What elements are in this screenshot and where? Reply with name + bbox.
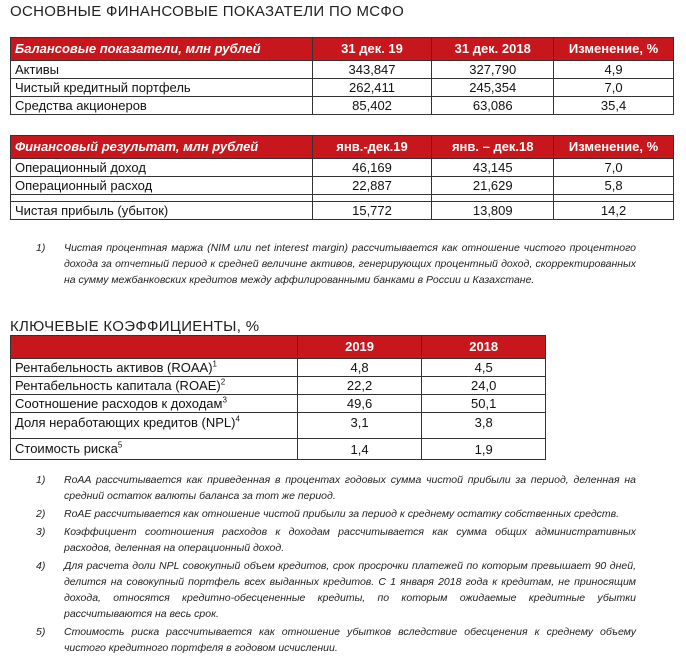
footnote [36, 624, 636, 656]
row-value: 15,772 [312, 202, 432, 220]
ratios-header-label [11, 336, 298, 359]
result-header-col2: янв. – дек.18 [432, 136, 554, 159]
footnote [36, 506, 636, 522]
table-row [11, 79, 674, 97]
ratio-2018: 50,1 [422, 395, 546, 413]
ratio-2018: 1,9 [422, 439, 546, 460]
row-change: 35,4 [554, 97, 674, 115]
table-row [11, 202, 674, 220]
table-row [11, 359, 546, 377]
footnote-number: 4) [36, 560, 46, 572]
row-label [11, 439, 298, 460]
row-label: Операционный доход [11, 159, 313, 177]
table-row [11, 177, 674, 195]
footnote-block-2 [36, 472, 636, 656]
ratio-footnote-ref: 5 [117, 440, 123, 450]
ratio-2018: 24,0 [422, 377, 546, 395]
footnote-number: 5) [36, 626, 46, 638]
ratio-label: Доля неработающих кредитов (NPL) [15, 415, 236, 430]
row-value: 22,887 [312, 177, 432, 195]
row-change: 4,9 [554, 61, 674, 79]
row-value: 21,629 [432, 177, 554, 195]
ratio-2018: 3,8 [422, 413, 546, 439]
row-value: 327,790 [432, 61, 554, 79]
footnote [36, 472, 636, 504]
ratios-header-2019: 2019 [297, 336, 422, 359]
ratio-footnote-ref: 3 [222, 395, 227, 405]
table-row [11, 97, 674, 115]
balance-header-row [11, 38, 674, 61]
ratio-2019: 22,2 [297, 377, 422, 395]
ratio-2018: 4,5 [422, 359, 546, 377]
ratio-label: Соотношение расходов к доходам [15, 396, 223, 411]
result-header-label: Финансовый результат, млн рублей [11, 136, 313, 159]
row-label [11, 377, 298, 395]
footnote [36, 524, 636, 556]
row-value: 63,086 [432, 97, 554, 115]
footnote-block-1 [36, 240, 636, 288]
table-row [11, 395, 546, 413]
ratio-footnote-ref: 2 [220, 377, 226, 387]
footnote-number: 2) [36, 508, 46, 520]
row-value: 13,809 [432, 202, 554, 220]
balance-header-col1: 31 дек. 19 [312, 38, 432, 61]
footnote-number: 3) [36, 526, 46, 538]
footnote-text: Для расчета доли NPL совокупный объем кредитов, срок просрочки платежей по которым превышает 90 дней, делится на совокупный портфель всех выданных кредитов. С 1 января 2018 года к кредитам, не приносящим дохода, относятся кредитно-обесцененные кредиты, по которым ожидаемые кредитные убытки рассчитываются на весь срок. [64, 560, 636, 620]
result-header-col1: янв.-дек.19 [312, 136, 432, 159]
spacer-row [11, 195, 674, 202]
row-label [11, 359, 298, 377]
ratios-header-2018: 2018 [422, 336, 546, 359]
ratio-2019: 1,4 [297, 439, 422, 460]
footnote-number: 1) [36, 242, 46, 254]
row-change: 7,0 [554, 159, 674, 177]
balance-header-col2: 31 дек. 2018 [432, 38, 554, 61]
ratio-footnote-ref: 4 [235, 414, 240, 424]
balance-header-col3: Изменение, % [554, 38, 674, 61]
table-row [11, 377, 546, 395]
balance-header-label: Балансовые показатели, млн рублей [11, 38, 313, 61]
row-label: Активы [11, 61, 313, 79]
row-label [11, 395, 298, 413]
row-value: 46,169 [312, 159, 432, 177]
ratio-label: Стоимость риска [15, 441, 118, 456]
footnote-number: 1) [36, 474, 46, 486]
ratio-footnote-ref: 1 [212, 359, 217, 369]
footnote-text: Чистая процентная маржа (NIM или net interest margin) рассчитывается как отношение чистого процентного дохода за отчетный период к средней величине активов, генерирующих процентный доход, скорректированных на сумму межбанковских кредитов между аффилированными банками в России и Казахстане. [64, 242, 636, 286]
row-label: Средства акционеров [11, 97, 313, 115]
table-row [11, 61, 674, 79]
section-title-ratios: КЛЮЧЕВЫЕ КОЭФФИЦИЕНТЫ, % [10, 318, 260, 335]
row-label: Чистая прибыль (убыток) [11, 202, 313, 220]
row-value: 245,354 [432, 79, 554, 97]
footnote [36, 240, 636, 288]
row-value: 262,411 [312, 79, 432, 97]
ratios-header-row [11, 336, 546, 359]
page-title: ОСНОВНЫЕ ФИНАНСОВЫЕ ПОКАЗАТЕЛИ ПО МСФО [10, 3, 405, 20]
ratio-label: Рентабельность капитала (ROAE) [15, 378, 221, 393]
balance-table [10, 37, 674, 115]
footnote [36, 558, 636, 622]
row-change: 7,0 [554, 79, 674, 97]
row-label: Операционный расход [11, 177, 313, 195]
footnote-text: RoAA рассчитывается как приведенная в процентах годовых сумма чистой прибыли за период, деленная на средний остаток валюты баланса за тот же период. [64, 474, 636, 502]
row-label [11, 413, 298, 439]
row-value: 85,402 [312, 97, 432, 115]
table-row [11, 413, 546, 439]
ratio-2019: 49,6 [297, 395, 422, 413]
row-change: 14,2 [554, 202, 674, 220]
ratios-table [10, 335, 546, 460]
result-table [10, 135, 674, 220]
table-row [11, 159, 674, 177]
ratio-2019: 4,8 [297, 359, 422, 377]
result-header-row [11, 136, 674, 159]
footnote-text: Коэффициент соотношения расходов к доходам рассчитывается как сумма общих административных расходов, деленная на операционный доход. [64, 526, 636, 554]
footnote-text: Стоимость риска рассчитывается как отношение убытков вследствие обесценения к среднему объему чистого кредитного портфеля в годовом исчислении. [64, 626, 636, 654]
result-header-col3: Изменение, % [554, 136, 674, 159]
row-value: 43,145 [432, 159, 554, 177]
ratio-2019: 3,1 [297, 413, 422, 439]
footnote-text: RoAE рассчитывается как отношение чистой прибыли за период к среднему остатку собственных средств. [64, 508, 620, 520]
ratio-label: Рентабельность активов (ROAA) [15, 360, 213, 375]
row-change: 5,8 [554, 177, 674, 195]
row-value: 343,847 [312, 61, 432, 79]
table-row [11, 439, 546, 460]
row-label: Чистый кредитный портфель [11, 79, 313, 97]
